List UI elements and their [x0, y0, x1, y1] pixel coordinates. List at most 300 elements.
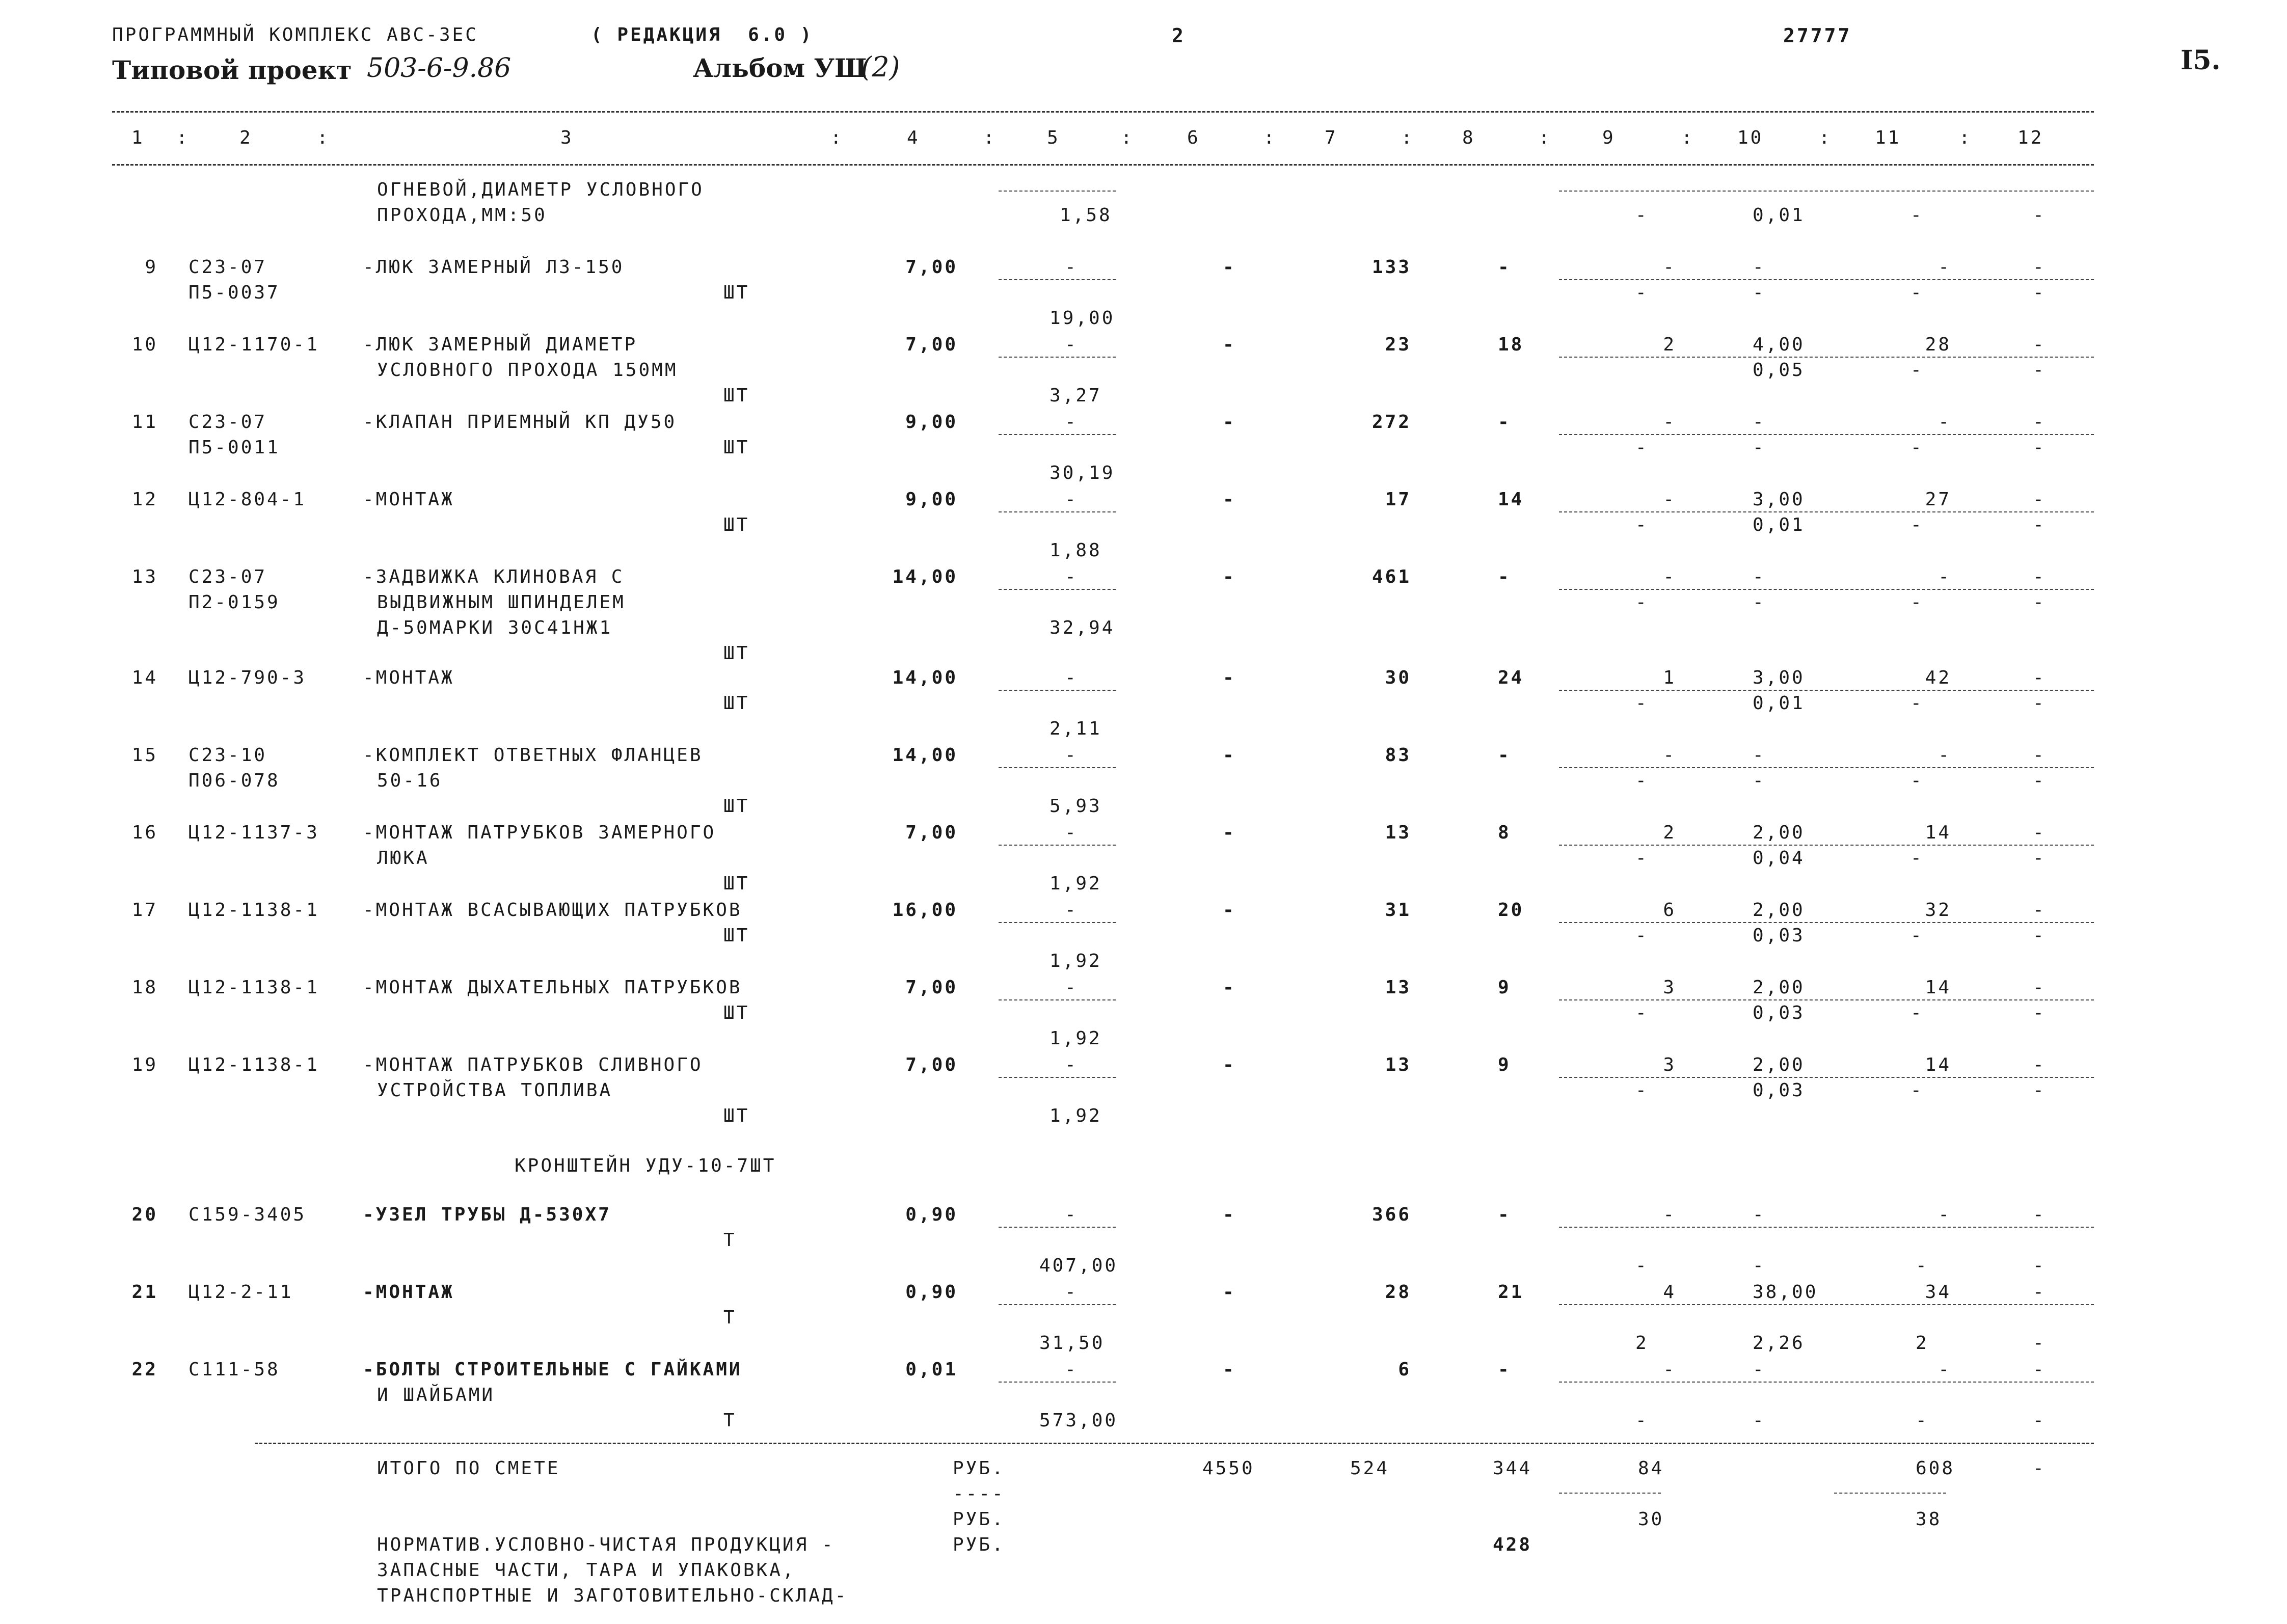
- col-4: 4: [907, 127, 920, 148]
- row-c5-rule: [999, 1304, 1116, 1305]
- row-c9-rule: [1559, 845, 2094, 846]
- row-c6: -: [1223, 257, 1236, 278]
- header-rule-bottom: [112, 164, 2094, 166]
- edition-label: ( РЕДАКЦИЯ 6.0 ): [591, 24, 814, 45]
- row-name: -МОНТАЖ: [363, 1282, 454, 1303]
- row-name: -МОНТАЖ ПАТРУБКОВ ЗАМЕРНОГО: [363, 822, 716, 843]
- row-sub-c11: 2: [1916, 1333, 1929, 1354]
- row-number: 11: [131, 412, 158, 432]
- row-c5-rule: [999, 1077, 1116, 1078]
- carry-c5-rule: [999, 191, 1116, 192]
- row-c12: -: [2033, 257, 2046, 278]
- row-name: -МОНТАЖ ПАТРУБКОВ СЛИВНОГО: [363, 1054, 703, 1075]
- row-c12: -: [2033, 900, 2046, 921]
- row-unit: Т: [723, 1410, 737, 1431]
- row-c12: -: [2033, 1359, 2046, 1380]
- row-c10: -: [1753, 745, 1766, 766]
- row-c7: 23: [1385, 334, 1411, 355]
- totals-c9b: 30: [1638, 1509, 1664, 1530]
- row-c7: 31: [1385, 900, 1411, 921]
- row-c5-rule: [999, 845, 1116, 846]
- row-c11: -: [1938, 412, 1951, 432]
- row-sub-c12: -: [2033, 360, 2046, 381]
- row-c5: -: [1065, 1054, 1078, 1075]
- norm-label-line1: НОРМАТИВ.УСЛОВНО-ЧИСТАЯ ПРОДУКЦИЯ -: [377, 1534, 835, 1555]
- row-c9: 4: [1663, 1282, 1676, 1303]
- row-c9-rule: [1559, 279, 2094, 280]
- row-c9-rule: [1559, 1304, 2094, 1305]
- row-c10: 38,00: [1753, 1282, 1818, 1303]
- software-title: ПРОГРАММНЫЙ КОМПЛЕКС АВС-3ЕС: [112, 24, 478, 45]
- row-c8: -: [1498, 1204, 1511, 1225]
- row-sub-c11: -: [1911, 282, 1924, 303]
- row-c9: 2: [1663, 334, 1676, 355]
- row-c11: 27: [1925, 489, 1951, 510]
- row-code: Ц12-790-3: [189, 667, 307, 688]
- row-sub-c5: 1,92: [1050, 951, 1102, 971]
- row-c11: 14: [1925, 1054, 1951, 1075]
- col-sep: :: [1401, 127, 1414, 148]
- row-code-secondary: П5-0011: [189, 437, 280, 458]
- row-c5-rule: [999, 690, 1116, 691]
- row-name-line2: УСТРОЙСТВА ТОПЛИВА: [377, 1080, 613, 1101]
- row-c11: 28: [1925, 334, 1951, 355]
- row-c10: -: [1753, 566, 1766, 587]
- row-c9-rule: [1559, 1077, 2094, 1078]
- row-unit: ШТ: [723, 515, 750, 535]
- col-5: 5: [1047, 127, 1060, 148]
- row-sub-c12: -: [2033, 693, 2046, 714]
- row-sub-c11: -: [1911, 1080, 1924, 1101]
- col-1: 1: [131, 127, 145, 148]
- totals-c12: -: [2033, 1458, 2046, 1479]
- row-c4: 0,01: [905, 1359, 958, 1380]
- row-sub-c12: -: [2033, 1333, 2046, 1354]
- row-name-line2: УСЛОВНОГО ПРОХОДА 150ММ: [377, 360, 678, 381]
- row-c5-rule: [999, 279, 1116, 280]
- row-name-line2: ВЫДВИЖНЫМ ШПИНДЕЛЕМ: [377, 592, 626, 613]
- totals-c11: 608: [1916, 1458, 1955, 1479]
- row-c9-rule: [1559, 511, 2094, 512]
- col-sep: :: [176, 127, 190, 148]
- row-c5: -: [1065, 900, 1078, 921]
- row-sub-c11: -: [1916, 1410, 1929, 1431]
- row-name: -МОНТАЖ ДЫХАТЕЛЬНЫХ ПАТРУБКОВ: [363, 977, 742, 998]
- row-code: Ц12-1138-1: [189, 900, 319, 921]
- row-c9-rule: [1559, 434, 2094, 435]
- row-c4: 14,00: [892, 745, 958, 766]
- row-sub-c5: 1,92: [1050, 873, 1102, 894]
- row-number: 19: [131, 1054, 158, 1075]
- row-sub-c12: -: [2033, 770, 2046, 791]
- row-code: С23-07: [189, 566, 267, 587]
- row-name: -ЛЮК ЗАМЕРНЫЙ ДИАМЕТР: [363, 334, 638, 355]
- row-sub-c12: -: [2033, 437, 2046, 458]
- row-sub-c9: -: [1635, 592, 1649, 613]
- row-c11: 14: [1925, 977, 1951, 998]
- row-c11: -: [1938, 745, 1951, 766]
- row-code: Ц12-1137-3: [189, 822, 319, 843]
- carry-c10: 0,01: [1753, 205, 1805, 226]
- row-c5: -: [1065, 667, 1078, 688]
- col-9: 9: [1602, 127, 1616, 148]
- row-sub-c10: 0,05: [1753, 360, 1805, 381]
- row-sub-c10: -: [1753, 770, 1766, 791]
- row-unit: ШТ: [723, 796, 750, 817]
- row-number: 9: [145, 257, 158, 278]
- row-c10: 2,00: [1753, 900, 1805, 921]
- carry-c9-rule: [1559, 191, 2094, 192]
- row-c10: -: [1753, 412, 1766, 432]
- row-sub-c9: -: [1635, 1080, 1649, 1101]
- row-c4: 0,90: [905, 1204, 958, 1225]
- row-c4: 9,00: [905, 412, 958, 432]
- row-c12: -: [2033, 822, 2046, 843]
- row-c5-rule: [999, 589, 1116, 590]
- row-name: -УЗЕЛ ТРУБЫ Д-530Х7: [363, 1204, 611, 1225]
- row-c8: -: [1498, 257, 1511, 278]
- row-c9: -: [1663, 1204, 1676, 1225]
- row-c5-rule: [999, 357, 1116, 358]
- row-c6: -: [1223, 1204, 1236, 1225]
- row-sub-c11: -: [1911, 770, 1924, 791]
- row-c9-rule: [1559, 1382, 2094, 1383]
- row-code: С23-10: [189, 745, 267, 766]
- col-sep: :: [317, 127, 330, 148]
- col-sep: :: [1681, 127, 1694, 148]
- row-sub-c5: 407,00: [1039, 1255, 1118, 1276]
- row-c12: -: [2033, 566, 2046, 587]
- norm-unit: РУБ.: [953, 1534, 1005, 1555]
- row-unit: ШТ: [723, 282, 750, 303]
- row-c8: 24: [1498, 667, 1524, 688]
- row-c5: -: [1065, 489, 1078, 510]
- row-c4: 0,90: [905, 1282, 958, 1303]
- row-c12: -: [2033, 412, 2046, 432]
- row-sub-c12: -: [2033, 1255, 2046, 1276]
- row-number: 15: [131, 745, 158, 766]
- document-number: 27777: [1783, 24, 1852, 47]
- row-c6: -: [1223, 745, 1236, 766]
- row-c5-rule: [999, 1227, 1116, 1228]
- row-c6: -: [1223, 977, 1236, 998]
- row-sub-c10: 0,03: [1753, 1080, 1805, 1101]
- row-unit: ШТ: [723, 385, 750, 406]
- row-unit: ШТ: [723, 437, 750, 458]
- row-sub-c5: 2,11: [1050, 718, 1102, 739]
- row-c9: 6: [1663, 900, 1676, 921]
- row-name: -КЛАПАН ПРИЕМНЫЙ КП ДУ50: [363, 412, 677, 432]
- row-name: -МОНТАЖ ВСАСЫВАЮЩИХ ПАТРУБКОВ: [363, 900, 742, 921]
- totals-c9: 84: [1638, 1458, 1664, 1479]
- totals-c7: 524: [1350, 1458, 1390, 1479]
- row-c7: 6: [1398, 1359, 1411, 1380]
- row-c11: -: [1938, 257, 1951, 278]
- row-sub-c10: 2,26: [1753, 1333, 1805, 1354]
- row-c9-rule: [1559, 922, 2094, 923]
- row-c8: 14: [1498, 489, 1524, 510]
- row-number: 10: [131, 334, 158, 355]
- row-c6: -: [1223, 412, 1236, 432]
- row-c10: 4,00: [1753, 334, 1805, 355]
- col-sep: :: [830, 127, 844, 148]
- row-c11: 34: [1925, 1282, 1951, 1303]
- carry-name-line2: ПРОХОДА,ММ:50: [377, 205, 547, 226]
- row-c5-rule: [999, 511, 1116, 512]
- row-c8: 20: [1498, 900, 1524, 921]
- row-sub-c5: 19,00: [1050, 308, 1115, 329]
- col-7: 7: [1325, 127, 1338, 148]
- row-c7: 17: [1385, 489, 1411, 510]
- row-sub-c11: -: [1911, 693, 1924, 714]
- row-sub-c12: -: [2033, 1003, 2046, 1023]
- norm-label-line3: ТРАНСПОРТНЫЕ И ЗАГОТОВИТЕЛЬНО-СКЛАД-: [377, 1585, 848, 1606]
- row-c9: -: [1663, 412, 1676, 432]
- row-c7: 13: [1385, 822, 1411, 843]
- row-c11: -: [1938, 1204, 1951, 1225]
- col-2: 2: [239, 127, 253, 148]
- row-c9-rule: [1559, 690, 2094, 691]
- row-c5-rule: [999, 999, 1116, 1000]
- album-part: (2): [861, 51, 900, 83]
- row-c8: 9: [1498, 977, 1511, 998]
- row-sub-c11: -: [1911, 515, 1924, 535]
- row-c8: -: [1498, 745, 1511, 766]
- row-sub-c9: -: [1635, 693, 1649, 714]
- row-c4: 9,00: [905, 489, 958, 510]
- row-c9: -: [1663, 489, 1676, 510]
- row-c5: -: [1065, 412, 1078, 432]
- row-c12: -: [2033, 489, 2046, 510]
- row-sub-c11: -: [1916, 1255, 1929, 1276]
- row-c5: -: [1065, 257, 1078, 278]
- row-name-line2: ЛЮКА: [377, 848, 429, 869]
- totals-c11b: 38: [1916, 1509, 1942, 1530]
- row-code: С159-3405: [189, 1204, 307, 1225]
- row-c11: 14: [1925, 822, 1951, 843]
- row-c5: -: [1065, 566, 1078, 587]
- row-c5: -: [1065, 1359, 1078, 1380]
- row-code: С23-07: [189, 257, 267, 278]
- row-c10: 3,00: [1753, 489, 1805, 510]
- row-sub-c11: -: [1911, 925, 1924, 946]
- row-sub-c11: -: [1911, 437, 1924, 458]
- row-c8: -: [1498, 566, 1511, 587]
- row-c7: 13: [1385, 977, 1411, 998]
- row-sub-c12: -: [2033, 592, 2046, 613]
- row-c6: -: [1223, 489, 1236, 510]
- row-c10: 2,00: [1753, 822, 1805, 843]
- totals-unit-separator: ----: [953, 1483, 1005, 1504]
- row-c7: 13: [1385, 1054, 1411, 1075]
- row-code: Ц12-804-1: [189, 489, 307, 510]
- row-c9: 2: [1663, 822, 1676, 843]
- carry-c12: -: [2033, 205, 2046, 226]
- row-unit: ШТ: [723, 925, 750, 946]
- col-sep: :: [1539, 127, 1552, 148]
- row-sub-c10: 0,01: [1753, 515, 1805, 535]
- row-sub-c10: -: [1753, 1410, 1766, 1431]
- row-c9-rule: [1559, 767, 2094, 768]
- row-sub-c5: 31,50: [1039, 1333, 1105, 1354]
- row-c5: -: [1065, 745, 1078, 766]
- row-c10: -: [1753, 1204, 1766, 1225]
- row-sub-c9: -: [1635, 282, 1649, 303]
- row-sub-c12: -: [2033, 282, 2046, 303]
- row-c10: -: [1753, 257, 1766, 278]
- row-c8: 8: [1498, 822, 1511, 843]
- row-sub-c10: 0,04: [1753, 848, 1805, 869]
- row-c7: 133: [1371, 257, 1411, 278]
- page-number: 2: [1172, 24, 1186, 47]
- row-sub-c5: 1,88: [1050, 540, 1102, 561]
- row-number: 22: [131, 1359, 158, 1380]
- row-c8: 9: [1498, 1054, 1511, 1075]
- row-code: С23-07: [189, 412, 267, 432]
- row-sub-c9: -: [1635, 848, 1649, 869]
- row-c10: 2,00: [1753, 977, 1805, 998]
- col-8: 8: [1462, 127, 1475, 148]
- row-c8: 21: [1498, 1282, 1524, 1303]
- row-name: -МОНТАЖ: [363, 489, 454, 510]
- row-c12: -: [2033, 1054, 2046, 1075]
- row-c4: 14,00: [892, 566, 958, 587]
- row-code: Ц12-1138-1: [189, 977, 319, 998]
- row-c9: -: [1663, 745, 1676, 766]
- col-sep: :: [1121, 127, 1134, 148]
- row-name-line2: 50-16: [377, 770, 443, 791]
- row-c5: -: [1065, 1204, 1078, 1225]
- row-number: 16: [131, 822, 158, 843]
- row-c7: 28: [1385, 1282, 1411, 1303]
- row-c10: -: [1753, 1359, 1766, 1380]
- row-name-line2: И ШАЙБАМИ: [377, 1385, 495, 1405]
- col-3: 3: [560, 127, 574, 148]
- totals-c11-rule: [1834, 1493, 1946, 1494]
- row-name: -ЛЮК ЗАМЕРНЫЙ ЛЗ-150: [363, 257, 625, 278]
- row-c7: 83: [1385, 745, 1411, 766]
- row-c6: -: [1223, 822, 1236, 843]
- carry-c5: 1,58: [1060, 205, 1112, 226]
- col-sep: :: [1959, 127, 1972, 148]
- col-sep: :: [1819, 127, 1832, 148]
- row-c5: -: [1065, 1282, 1078, 1303]
- row-sub-c10: 0,03: [1753, 1003, 1805, 1023]
- row-sub-c11: -: [1911, 848, 1924, 869]
- row-c6: -: [1223, 566, 1236, 587]
- row-unit: ШТ: [723, 1105, 750, 1126]
- row-c4: 14,00: [892, 667, 958, 688]
- row-c4: 16,00: [892, 900, 958, 921]
- row-sub-c11: -: [1911, 1003, 1924, 1023]
- row-sub-c10: 0,01: [1753, 693, 1805, 714]
- row-c9-rule: [1559, 999, 2094, 1000]
- row-c5-rule: [999, 767, 1116, 768]
- row-unit: ШТ: [723, 693, 750, 714]
- totals-unit2: РУБ.: [953, 1509, 1005, 1530]
- row-c7: 366: [1371, 1204, 1411, 1225]
- totals-c6: 4550: [1202, 1458, 1255, 1479]
- row-c7: 30: [1385, 667, 1411, 688]
- row-c6: -: [1223, 667, 1236, 688]
- col-sep: :: [1263, 127, 1277, 148]
- row-sub-c9: -: [1635, 1410, 1649, 1431]
- row-unit: Т: [723, 1230, 737, 1251]
- carry-c9: -: [1635, 205, 1649, 226]
- row-c5-rule: [999, 922, 1116, 923]
- row-sub-c12: -: [2033, 1080, 2046, 1101]
- totals-unit1: РУБ.: [953, 1458, 1005, 1479]
- row-c6: -: [1223, 900, 1236, 921]
- row-sub-c9: -: [1635, 515, 1649, 535]
- row-c5-rule: [999, 434, 1116, 435]
- row-sub-c10: -: [1753, 437, 1766, 458]
- row-number: 18: [131, 977, 158, 998]
- row-c12: -: [2033, 667, 2046, 688]
- row-c10: 3,00: [1753, 667, 1805, 688]
- section-title: КРОНШТЕЙН УДУ-10-7ШТ: [515, 1155, 776, 1176]
- row-sub-c5: 573,00: [1039, 1410, 1118, 1431]
- col-11: 11: [1875, 127, 1901, 148]
- row-c4: 7,00: [905, 1054, 958, 1075]
- col-12: 12: [2017, 127, 2044, 148]
- row-c8: -: [1498, 1359, 1511, 1380]
- row-c8: -: [1498, 412, 1511, 432]
- row-c6: -: [1223, 1359, 1236, 1380]
- row-sub-c12: -: [2033, 515, 2046, 535]
- row-code: Ц12-2-11: [189, 1282, 293, 1303]
- row-sub-c9: -: [1635, 925, 1649, 946]
- row-name: -ЗАДВИЖКА КЛИНОВАЯ С: [363, 566, 625, 587]
- totals-c8: 344: [1493, 1458, 1532, 1479]
- row-sub-c9: -: [1635, 1255, 1649, 1276]
- row-c4: 7,00: [905, 977, 958, 998]
- row-code-secondary: П2-0159: [189, 592, 280, 613]
- row-c10: 2,00: [1753, 1054, 1805, 1075]
- row-code-secondary: П5-0037: [189, 282, 280, 303]
- row-c9-rule: [1559, 357, 2094, 358]
- row-c12: -: [2033, 1282, 2046, 1303]
- row-unit: Т: [723, 1307, 737, 1328]
- project-label: Типовой проект: [112, 55, 352, 85]
- row-number: 13: [131, 566, 158, 587]
- norm-value: 428: [1493, 1534, 1532, 1555]
- row-c6: -: [1223, 1054, 1236, 1075]
- row-c5: -: [1065, 334, 1078, 355]
- row-sub-c5: 32,94: [1050, 617, 1115, 638]
- header-rule-top: [112, 111, 2094, 113]
- row-sub-c5: 30,19: [1050, 463, 1115, 483]
- row-sub-c5: 5,93: [1050, 796, 1102, 817]
- row-unit: ШТ: [723, 1003, 750, 1023]
- row-unit: ШТ: [723, 873, 750, 894]
- row-sub-c9: 2: [1635, 1333, 1649, 1354]
- row-c4: 7,00: [905, 334, 958, 355]
- row-sub-c10: 0,03: [1753, 925, 1805, 946]
- row-c9: -: [1663, 257, 1676, 278]
- row-sub-c5: 1,92: [1050, 1028, 1102, 1049]
- totals-rule: [255, 1443, 2094, 1444]
- row-c11: 42: [1925, 667, 1951, 688]
- row-number: 17: [131, 900, 158, 921]
- row-c9-rule: [1559, 1227, 2094, 1228]
- row-c12: -: [2033, 334, 2046, 355]
- row-c4: 7,00: [905, 257, 958, 278]
- row-c6: -: [1223, 1282, 1236, 1303]
- row-c9: 1: [1663, 667, 1676, 688]
- row-c11: -: [1938, 566, 1951, 587]
- album-label: Альбом УШ: [693, 53, 867, 83]
